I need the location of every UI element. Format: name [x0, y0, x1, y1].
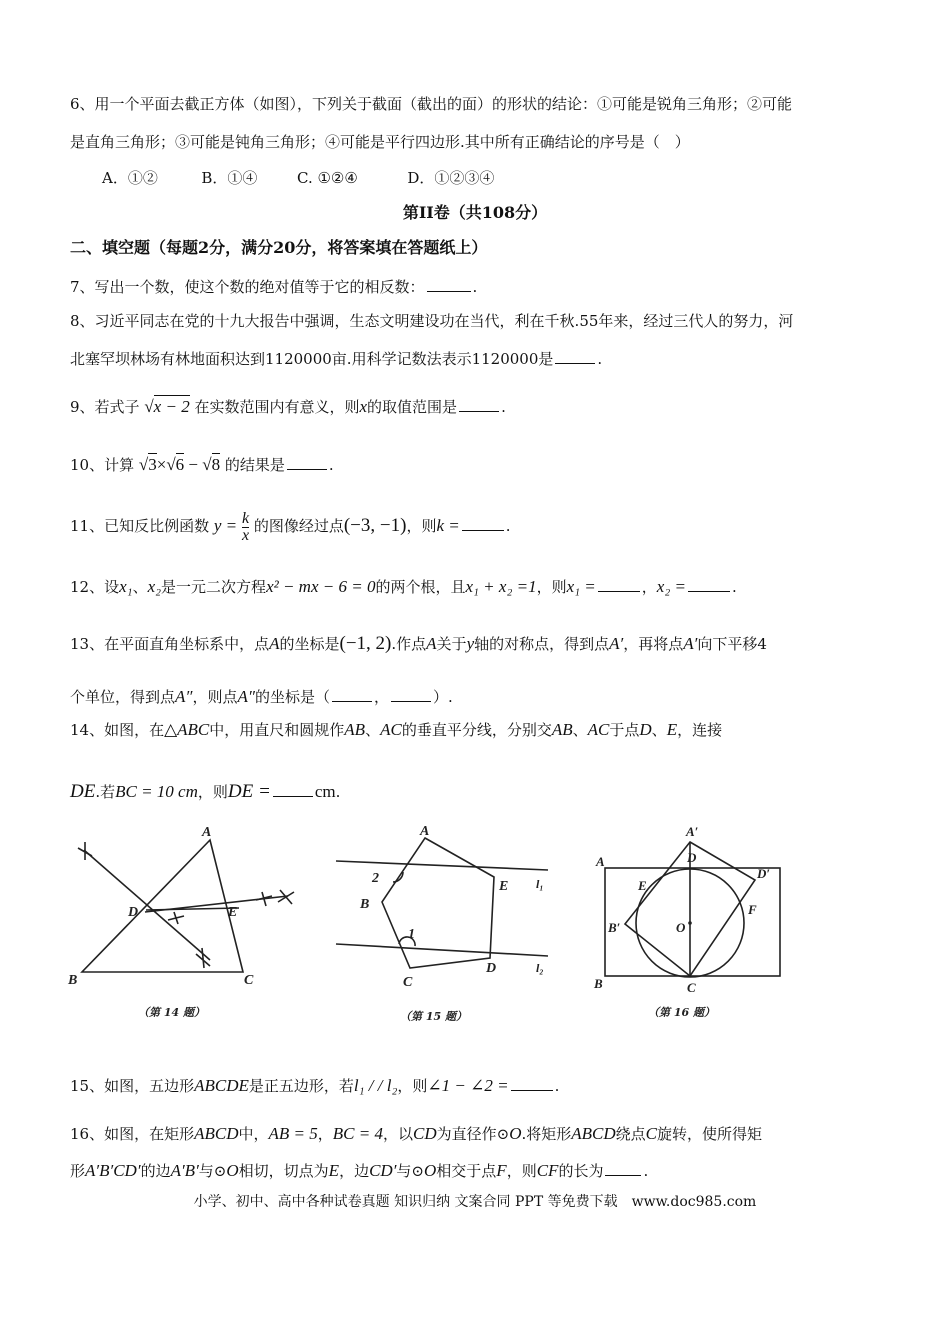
q7-text: 7、写出一个数，使这个数的绝对值等于它的相反数：: [70, 278, 425, 296]
q10-pre: 10、计算: [70, 456, 135, 474]
fig14-caption: （第 14 题）: [138, 1006, 205, 1019]
q14-ac: AC: [380, 720, 402, 739]
q16-line2: [70, 1160, 648, 1181]
q14-d: D: [639, 720, 652, 739]
fig15-caption: （第 15 题）: [400, 1010, 467, 1023]
figures-area: [60, 820, 800, 1035]
q13-a-double-prime: A″: [175, 687, 193, 706]
fig14-label-b: B: [68, 973, 78, 988]
q10-times: ×: [156, 455, 167, 474]
q6-line2: 是直角三角形；③可能是钝角三角形；④可能是平行四边形.其中所有正确结论的序号是（ ）: [70, 133, 690, 151]
fig15-label-a: A: [420, 824, 430, 839]
q11-k: k =: [436, 516, 460, 535]
q7-end: .: [472, 278, 478, 296]
q9-radicand: x − 2: [153, 397, 190, 416]
q16-line2a: 形: [70, 1162, 86, 1180]
q14-ab: AB: [344, 720, 366, 739]
q13-mid5: ，再将点: [623, 635, 684, 653]
q14-line2: [70, 781, 340, 802]
fig15-labels: [359, 824, 544, 990]
q9-var: x: [359, 397, 368, 416]
q14-mid1: 中，用直尺和圆规作: [209, 721, 345, 739]
q13-a-double-prime-2: A″: [237, 687, 255, 706]
q15-end: .: [554, 1077, 560, 1095]
fig16-label-a-prime: A′: [686, 824, 699, 839]
q16-cf: CF: [536, 1161, 559, 1180]
fig15-label-b: B: [360, 897, 370, 912]
q6-option-d: D．①②③④: [407, 169, 495, 187]
q12-x2: x₂: [147, 577, 162, 596]
q11-blank: [462, 515, 504, 531]
q13-line2d: ）.: [433, 688, 453, 706]
q16-ab: AB = 5: [268, 1124, 318, 1143]
q16-rect: ABCD: [194, 1124, 239, 1143]
fig16-caption: （第 16 题）: [648, 1006, 715, 1019]
section2-header: 第II卷（共108分）: [402, 203, 548, 222]
q6-option-b: B．①④: [201, 169, 258, 187]
q13-a-prime: A′: [609, 634, 624, 653]
fig14-label-c: C: [244, 973, 254, 988]
q15-post: ，则: [397, 1077, 428, 1095]
q15: [70, 1075, 559, 1096]
q16-mid4: .将矩形: [521, 1125, 572, 1143]
q16-line2c: 与⊙: [198, 1162, 227, 1180]
q10-post: 的结果是: [224, 456, 285, 474]
fig14-arc-mark-1: [78, 842, 92, 860]
page-footer: 小学、初中、高中各种试卷真题 知识归纳 文案合同 PPT 等免费下载 www.doc985.com: [193, 1194, 757, 1210]
q14-de: DE: [70, 781, 96, 802]
q6-line1: 6、用一个平面去截正方体（如图），下列关于截面（截出的面）的形状的结论：①可能是锐角三角形；②可能: [70, 95, 793, 113]
q16-c: C: [645, 1124, 657, 1143]
q13-mid3: 关于: [436, 635, 467, 653]
fig16-label-b-prime: B′: [608, 920, 621, 935]
q15-polygon: ABCDE: [194, 1076, 249, 1095]
q14-mid2: 的垂直平分线，分别交: [401, 721, 552, 739]
q12-comma: ，: [641, 578, 657, 596]
q12-mid: 是一元二次方程: [161, 578, 267, 596]
q10-expr-c: 8: [211, 455, 221, 474]
fig15-label-angle-1: 1: [408, 927, 415, 942]
q12-blank-x1: [598, 576, 640, 592]
q14-triangle: △ABC: [164, 720, 210, 739]
q12-sep: 、: [132, 578, 148, 596]
fig14-arc-mark-5: [256, 892, 272, 906]
q13-mid2: .作点: [391, 635, 427, 653]
q12-equation: x² − mx − 6 = 0: [266, 577, 376, 596]
fig14-arc-mark-3: [168, 912, 184, 924]
q9-mid: 在实数范围内有意义，则: [194, 398, 360, 416]
fig15-label-c: C: [403, 975, 413, 990]
q16-cd: CD: [412, 1124, 437, 1143]
q9-sqrt: √x − 2: [144, 397, 190, 416]
q9-post: 的取值范围是: [367, 398, 458, 416]
q7: [70, 276, 477, 297]
q14-line2c: ，则: [197, 783, 228, 801]
q16-bc: BC = 4: [332, 1124, 383, 1143]
fig16-label-c: C: [687, 980, 696, 995]
fig16-label-a: A: [596, 854, 605, 869]
q13-line2a: 个单位，得到点: [70, 688, 176, 706]
fig15-label-e: E: [499, 879, 509, 894]
q16-mid1: 中，: [238, 1125, 269, 1143]
q14-end: .: [335, 783, 341, 801]
fig14-segment-de: [146, 908, 239, 910]
q11-post: ，则: [406, 517, 437, 535]
q10-end: .: [328, 456, 334, 474]
figure-14: [78, 840, 294, 972]
q14-ab2: AB: [551, 720, 573, 739]
q13-pre: 13、在平面直角坐标系中，点: [70, 635, 270, 653]
fig14-label-d: D: [128, 905, 139, 920]
fig16-label-d-prime: D′: [757, 866, 771, 881]
q16-mid3: 为直径作⊙: [436, 1125, 510, 1143]
q14-post: ，连接: [677, 721, 723, 739]
q15-parallel: l₁ / / l₂: [353, 1076, 398, 1095]
fig15-line-l1: [336, 861, 548, 870]
fig14-bisector-ab: [84, 850, 210, 960]
q11-end: .: [505, 517, 511, 535]
q14-mid3: 于点: [609, 721, 640, 739]
q16-o3: O: [424, 1161, 437, 1180]
q14-sep3: 、: [651, 721, 667, 739]
q6-option-c: C. ①②④: [297, 169, 358, 187]
q12: [70, 576, 737, 597]
q16-comma: ，: [317, 1125, 333, 1143]
q13-line2: [70, 686, 453, 707]
q16-mid6: 旋转，使所得矩: [657, 1125, 763, 1143]
fig15-label-l2: l₂: [536, 961, 544, 975]
q11-lhs: y =: [213, 516, 238, 535]
q14-sep: 、: [365, 721, 381, 739]
q11-point: (−3, −1): [343, 515, 407, 536]
q14-unit: cm: [314, 782, 336, 801]
q11-numerator: k: [241, 509, 250, 527]
q16-f: F: [496, 1161, 507, 1180]
q16-line2d: 相切，切点为: [238, 1162, 329, 1180]
q15-angle-expr: ∠1 − ∠2 =: [427, 1076, 509, 1095]
q13-a2: A: [426, 634, 437, 653]
q10-blank: [287, 454, 327, 470]
q12-mid2: 的两个根，且: [375, 578, 466, 596]
fig16-label-o: O: [676, 920, 686, 935]
q13-y: y: [466, 634, 475, 653]
q13-blank-y: [391, 686, 431, 702]
fig16-center-dot: [688, 921, 692, 925]
q16-rect-prime: A′B′CD′: [85, 1161, 141, 1180]
q16-cd-prime: CD′: [369, 1161, 397, 1180]
q13-coord: (−1, 2): [339, 633, 392, 654]
q13-mid4: 轴的对称点，得到点: [474, 635, 610, 653]
q13-mid6: 向下平移4: [697, 635, 767, 653]
q16-line2f: 与⊙: [396, 1162, 424, 1180]
q13-line2b: ，则点: [192, 688, 238, 706]
q12-post: ，则: [536, 578, 567, 596]
q10-expr-b: 6: [175, 455, 185, 474]
q12-x2-eq: x₂ =: [656, 577, 686, 596]
fig14-label-a: A: [202, 825, 212, 840]
q16-line2b: 的边: [140, 1162, 171, 1180]
fig16-label-f: F: [748, 902, 757, 917]
q16-apbp: A′B′: [170, 1161, 199, 1180]
q13-mid1: 的坐标是: [279, 635, 340, 653]
q12-sum: x₁ + x₂ =1: [465, 577, 537, 596]
q16-rect2: ABCD: [571, 1124, 616, 1143]
q16-mid2: ，以: [382, 1125, 413, 1143]
q16-line1: [70, 1124, 762, 1144]
q14-bc: BC = 10 cm: [115, 782, 198, 801]
q10-minus: −: [188, 455, 198, 474]
q11: [70, 506, 511, 546]
q15-mid: 是正五边形，若: [248, 1077, 354, 1095]
q10-expr: √3×√6 − √8: [138, 455, 221, 474]
fig16-label-b: B: [594, 976, 603, 991]
q16-o2: O: [226, 1161, 239, 1180]
q13-line1: [70, 634, 767, 654]
fig16-label-d: D: [687, 850, 697, 865]
fig15-pentagon: [382, 838, 494, 968]
q16-pre: 16、如图，在矩形: [70, 1125, 195, 1143]
fig14-triangle: [82, 840, 243, 972]
q16-o: O: [509, 1124, 522, 1143]
q14-de-eq: DE =: [227, 781, 271, 802]
q13-line2c: 的坐标是（: [254, 688, 330, 706]
q11-mid: 的图像经过点: [253, 517, 344, 535]
q8-line2-text: 北塞罕坝林场有林地面积达到1120000亩.用科学记数法表示1120000是: [70, 350, 554, 368]
q14-line2b: .若: [95, 783, 116, 801]
q16-line2i: 的长为: [558, 1162, 604, 1180]
q10-expr-a: 3: [148, 455, 157, 474]
q15-pre: 15、如图，五边形: [70, 1077, 195, 1095]
q9: [70, 396, 506, 417]
q14-pre: 14、如图，在: [70, 721, 165, 739]
q8-blank: [555, 348, 595, 364]
q8-line1: 8、习近平同志在党的十九大报告中强调，生态文明建设功在当代，利在千秋.55年来，经过三代人的努力，河: [70, 312, 794, 330]
q16-line2h: ，则: [506, 1162, 537, 1180]
fig16-label-e: E: [638, 878, 647, 893]
q16-line2g: 相交于点: [436, 1162, 497, 1180]
q14-blank: [273, 781, 313, 797]
q12-end: .: [731, 578, 737, 596]
q9-end: .: [501, 398, 506, 416]
q14-ac2: AC: [587, 720, 610, 739]
q9-pre: 9、若式子: [70, 398, 140, 416]
q16-mid5: 绕点: [615, 1125, 646, 1143]
q14-e: E: [666, 720, 678, 739]
fig15-line-l2: [336, 944, 548, 956]
q12-x1-eq: x₁ =: [566, 577, 596, 596]
q12-blank-x2: [688, 576, 730, 592]
q15-blank: [511, 1075, 553, 1091]
q8-line2: [70, 348, 602, 369]
q12-pre: 12、设: [70, 578, 120, 596]
q12-x1: x₁: [119, 577, 133, 596]
q16-line2e: ，边: [339, 1162, 370, 1180]
q13-comma: ，: [373, 688, 389, 706]
q16-e: E: [328, 1161, 340, 1180]
q8-end: .: [597, 350, 603, 368]
q14-sep2: 、: [572, 721, 588, 739]
fig15-label-l1: l₁: [536, 877, 544, 891]
q13-a: A: [269, 634, 280, 653]
q16-end: .: [643, 1162, 649, 1180]
q13-a-prime-2: A′: [683, 634, 698, 653]
q16-blank: [605, 1160, 641, 1176]
q7-blank: [427, 276, 471, 292]
q11-fraction: [242, 511, 249, 544]
q9-blank: [459, 396, 499, 412]
q6-options: [102, 168, 494, 188]
fig15-label-d: D: [486, 961, 497, 976]
fig16-rectangle-abcd: [605, 868, 780, 976]
fig15-label-angle-2: 2: [372, 871, 379, 886]
fig14-label-e: E: [228, 905, 238, 920]
q13-blank-x: [332, 686, 372, 702]
q6-option-a: A．①②: [102, 169, 158, 187]
q11-denominator: x: [241, 526, 250, 544]
q10: [70, 454, 334, 475]
q11-pre: 11、已知反比例函数: [70, 517, 210, 535]
q14-line1: [70, 720, 722, 740]
fill-blank-header: 二、填空题（每题2分，满分20分，将答案填在答题纸上）: [70, 238, 488, 257]
